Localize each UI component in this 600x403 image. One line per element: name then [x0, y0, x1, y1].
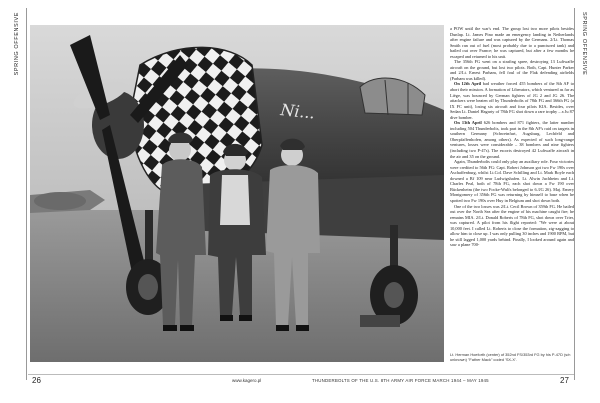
photo-caption: Lt. Herman Hoeforth (center) of 352nd FS/353rd FG by his P-47D (s/n unknown) "Father Mack" coded 'SX-X'.	[450, 352, 571, 362]
website-link[interactable]: www.kagero.pl	[232, 378, 262, 383]
side-tab-left-label: SPRING OFFENSIVE	[14, 12, 20, 76]
footer-rule	[28, 374, 574, 375]
page-number-right: 27	[560, 376, 569, 385]
page-number-left: 26	[32, 376, 41, 385]
nose-art-text: Ni...	[279, 100, 316, 123]
article-paragraph-2: The 356th FG went on a strafing spree, destroying 13 Luftwaffe aircraft on the ground, but lost two pilots. Both, Capt. Hunter Parker and 2/Lt. Ernest Parham, fell foul of the Flak defending airfields (Parham was killed).	[450, 59, 574, 81]
article-paragraph-4: On 13th April 626 bombers and 871 fighters, the latter number including 504 Thunderbolts, took part in the 8th AF's raid on targets in southern Germany (Schweinfurt, Augsburg, Lechfeld and Oberpfaffenhofen, among others). As expected of such long-range ventures, losses were considerable – 38 bombers and nine fighters (including two P-47s). The escorts destroyed 42 Luftwaffe aircraft in the air and 35 on the ground.	[450, 120, 574, 159]
photo-p47-pilots	[30, 25, 444, 362]
photo-image	[30, 25, 444, 362]
article-paragraph-6: One of the two losses was 2/Lt. Cecil Brown of 359th FG. He bailed out over the North Sea after the engine of his machine caught fire; he remains MIA. 2/Lt. Donald Roberts of 78th FG, shot down over Trier, was captured. A pilot from his flight reported: "We were at about 10,000 feet. I called Lt. Roberts to close the formation, zig-zagging to allow him to close up. I was only pulling 30 inches and 1900 RPM, but he still lagged 1,000 yards behind. Finally, I looked around again and saw a plane 700-	[450, 203, 574, 248]
side-tab-right	[574, 8, 587, 380]
article-paragraph-3: On 12th April bad weather forced 455 bombers of the 8th AF to abort their mission. A formation of Liberators, which ventured as far as Liège, was bounced by German fighters of JG 2 and JG 26. The attackers were beaten off by Thunderbolts of 78th FG and 366th FG (a IX FC unit), losing six aircraft and four pilots KIA. Besides, over Sedan Lt. Daniel Hagarty of 78th FG shot down a rare trophy – a Ju 87 dive bomber.	[450, 81, 574, 120]
side-tab-right-label: SPRING OFFENSIVE	[581, 12, 587, 76]
side-tab-left	[14, 8, 27, 380]
article-column	[450, 26, 574, 366]
article-paragraph-5: Again, Thunderbolts could only play an auxiliary role. Four victories were credited to 56th FG: Capt. Robert Johnson got two Fw 190s over Aschaffenburg, whilst Lt.Col. Dave Schilling and Lt. Mark Boyle each downed a Bf 109 near Ludwigshafen. Lt. Alwin Juchheim and Lt. Charles Peal, both of 78th FG, each shot down a Fw 190 over Bückenheim (the two Focke-Wulfs belonged to 6./JG 26). Maj. Emery Montgomery of 356th FG was returning by himself to base when he spotted two Fw 190s over Huy in Belgium and shot down both.	[450, 159, 574, 203]
running-title: THUNDERBOLTS OF THE U.S. 8TH ARMY AIR FORCE MARCH 1944 – MAY 1945	[312, 378, 489, 383]
article-paragraph-1: a POW until the war's end. The group lost two more pilots besides Dunlap. Lt. James Pino made an emergency landing in Netherlands after engine failure and was captured by the Germans. 2/Lt. Thomas Smith ran out of fuel (most probably due to a punctured tank) and bailed out over France; he was captured, but after a few months he escaped and returned to his unit.	[450, 26, 574, 59]
